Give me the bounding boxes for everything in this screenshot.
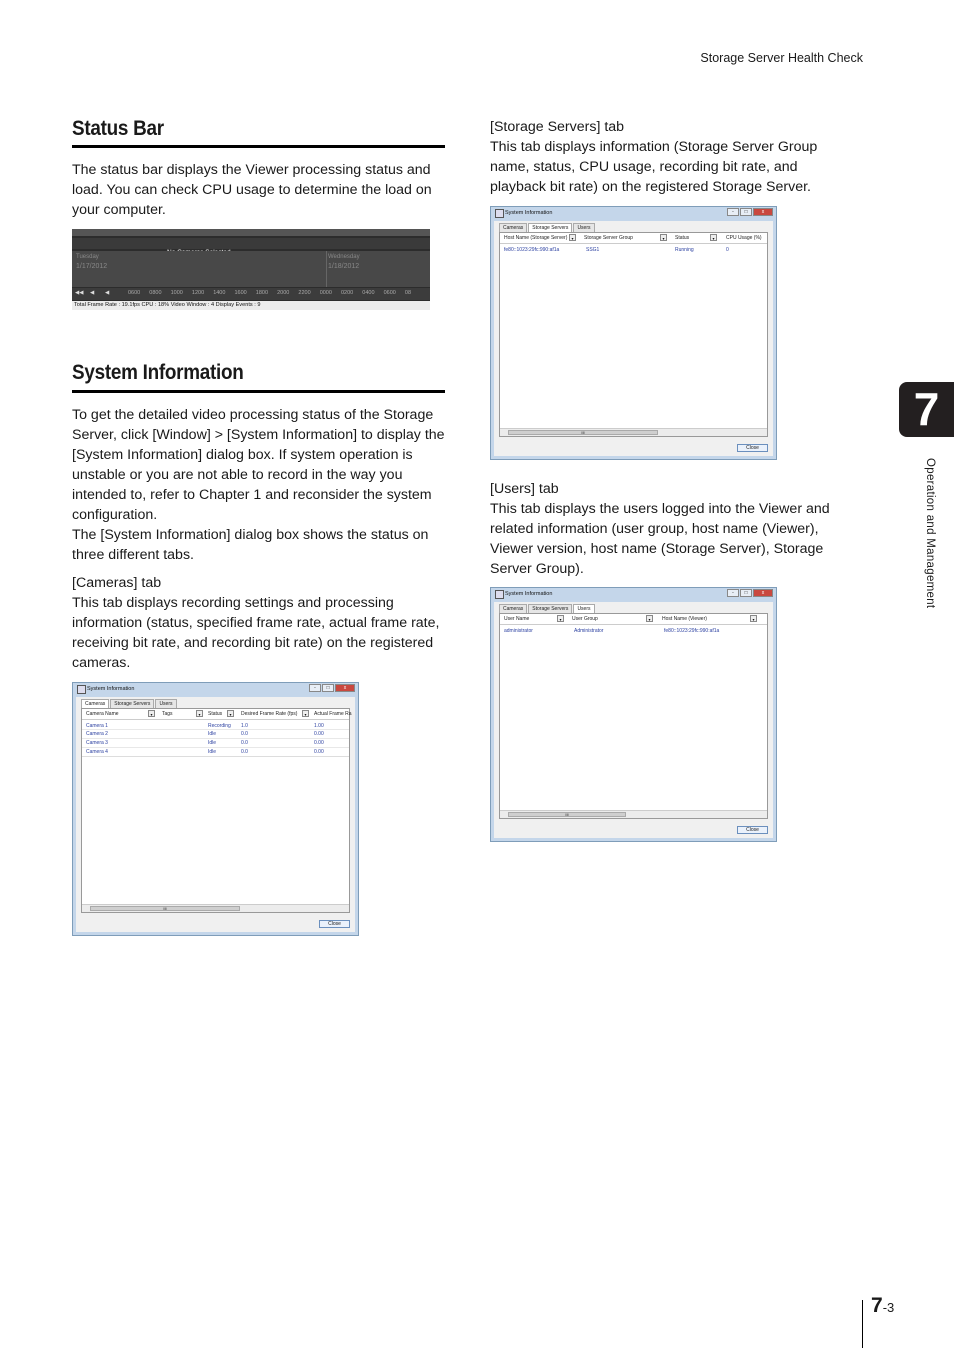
storage-servers-tab-text (490, 117, 850, 197)
dropdown-icon[interactable]: ▾ (750, 615, 757, 622)
timeline-tick-label: 1200 (191, 290, 205, 296)
timeline-tick-label: 1600 (234, 290, 247, 296)
horizontal-scrollbar[interactable]: III (500, 428, 767, 436)
column-header: CPU Usage (%) (726, 235, 762, 241)
dropdown-icon[interactable]: ▾ (196, 710, 203, 717)
storage-servers-dialog-screenshot (490, 206, 777, 460)
column-header: Actual Frame Ra (314, 711, 352, 717)
tab-users[interactable]: Users (573, 223, 594, 233)
close-icon[interactable]: x (753, 208, 773, 216)
day-label: Wednesday (328, 254, 360, 260)
tab-users[interactable]: Users (573, 604, 594, 614)
status-bar-body: The status bar displays the Viewer processing status and load. You can check CPU usage to determine the load on your computer. (72, 162, 432, 218)
heading-rule (72, 145, 445, 148)
storage-servers-tab-heading: [Storage Servers] tab (490, 119, 625, 135)
tab-users[interactable]: Users (155, 699, 176, 709)
cameras-tab-body: This tab displays recording settings and processing information (status, specified frame rate, actual frame rate, receiving bit rate, and recording bit rate) on the registered cameras. (72, 595, 440, 671)
users-tab-body: This tab displays the users logged into the Viewer and related information (user group, host name (Viewer), Viewer version, host name (Storage Server), Storage Server Group). (490, 501, 830, 577)
page-number: 7-3 (871, 1294, 895, 1317)
close-icon[interactable]: x (753, 589, 773, 597)
status-bar-screenshot (72, 229, 430, 310)
timeline-tick-label: 0600 (383, 290, 396, 296)
running-header: Storage Server Health Check (700, 51, 863, 65)
close-button[interactable]: Close (737, 826, 768, 834)
date-label: 1/17/2012 (76, 263, 108, 270)
close-icon[interactable]: x (335, 684, 355, 692)
column-header: Desired Frame Rate (fps) (241, 711, 298, 717)
date-label: 1/18/2012 (328, 263, 360, 270)
dropdown-icon[interactable]: ▾ (569, 234, 576, 241)
timeline-tick-label: 2000 (277, 290, 290, 296)
close-button[interactable]: Close (319, 920, 350, 928)
column-header: Camera Name (86, 711, 119, 717)
dialog-title: System Information (505, 591, 553, 597)
timeline-tick-label: 0400 (362, 290, 375, 296)
users-tab-text (490, 479, 850, 579)
system-information-body: To get the detailed video processing status of the Storage Server, click [Window] > [System Information] to display the [System Information] dialog box. If system operation is unstable or you are not able to record in the way you intended to, refer to Chapter 1 and reconsider the system configuration. The [System Information] dialog box shows the status on three different tabs. (72, 407, 445, 563)
dialog-title: System Information (505, 210, 553, 216)
app-icon (495, 209, 504, 218)
dropdown-icon[interactable]: ▾ (302, 710, 309, 717)
chapter-side-label: Operation and Management (924, 458, 936, 609)
dropdown-icon[interactable]: ▾ (646, 615, 653, 622)
column-header: User Name (504, 616, 530, 622)
play-back-icon[interactable]: ◀ (105, 290, 110, 296)
column-header: Tags (162, 711, 173, 717)
dialog-title: System Information (87, 686, 135, 692)
timeline-tick-label: 1000 (170, 290, 183, 296)
tab-storage-servers[interactable]: Storage Servers (528, 604, 572, 614)
cameras-table: Camera Name ▾ Tags ▾ Status ▾ Desired Frame Rate (fps) ▾ Actual Frame Ra Camera 1 Recording 1.0 1.00 Camera 2 Idle 0.0 0.00 Camera 3 Idle 0.0 0.00 Camera 4 Idle 0.0 0.00 III (81, 708, 350, 913)
storage-servers-table: Host Name (Storage Server) ▾ Storage Server Group ▾ Status ▾ CPU Usage (%) fe80::1023:29fc:990:af1a SSG1 Running 0 III (499, 232, 768, 437)
minimize-icon[interactable]: - (727, 208, 739, 216)
tab-storage-servers[interactable]: Storage Servers (110, 699, 154, 709)
status-bar-heading: Status Bar (72, 117, 164, 140)
users-table: User Name ▾ User Group ▾ Host Name (Viewer) ▾ administrator Administrator fe80::1023:29fc:990:af1a III (499, 613, 768, 819)
timeline-tick-label: 2200 (298, 290, 311, 296)
close-button[interactable]: Close (737, 444, 768, 452)
minimize-icon[interactable]: - (309, 684, 321, 692)
users-tab-heading: [Users] tab (490, 481, 559, 497)
timeline-tick-label: 0600 (128, 290, 141, 296)
column-header: Storage Server Group (584, 235, 633, 241)
timeline-tick-label: 0200 (341, 290, 354, 296)
chapter-tab: 7 (899, 382, 954, 437)
horizontal-scrollbar[interactable]: III (500, 810, 767, 818)
cameras-dialog-screenshot (72, 682, 359, 936)
heading-rule (72, 390, 445, 393)
minimize-icon[interactable]: - (727, 589, 739, 597)
cameras-tab-heading: [Cameras] tab (72, 575, 162, 591)
timeline-ticks (72, 288, 430, 300)
dropdown-icon[interactable]: ▾ (148, 710, 155, 717)
users-dialog-screenshot (490, 587, 777, 842)
timeline-tick-label: 1800 (255, 290, 269, 296)
app-icon (495, 590, 504, 599)
tab-storage-servers[interactable]: Storage Servers (528, 223, 572, 233)
dropdown-icon[interactable]: ▾ (227, 710, 234, 717)
timeline-tick-label: 0000 (319, 290, 332, 296)
timeline-tick-label: 1400 (213, 290, 226, 296)
timeline-tick-label: 0800 (149, 290, 162, 296)
dropdown-icon[interactable]: ▾ (660, 234, 667, 241)
system-information-heading: System Information (72, 361, 244, 384)
day-label: Tuesday (76, 254, 99, 260)
status-text: Total Frame Rate : 19.1fps CPU : 18% Video Window : 4 Display Events : 9 (72, 301, 430, 310)
step-back-icon[interactable]: ◀ (90, 290, 95, 296)
dropdown-icon[interactable]: ▾ (557, 615, 564, 622)
tab-cameras[interactable]: Cameras (499, 604, 527, 614)
column-header: User Group (572, 616, 598, 622)
dropdown-icon[interactable]: ▾ (710, 234, 717, 241)
maximize-icon[interactable]: □ (322, 684, 334, 692)
timeline-tick-label: 08 (404, 290, 412, 296)
rewind-icon[interactable]: ◀◀ (75, 290, 84, 296)
maximize-icon[interactable]: □ (740, 208, 752, 216)
tab-cameras[interactable]: Cameras (499, 223, 527, 233)
column-header: Status (208, 711, 223, 717)
app-icon (77, 685, 86, 694)
tab-cameras[interactable]: Cameras (81, 699, 109, 709)
column-header: Host Name (Viewer) (662, 616, 707, 622)
column-header: Status (675, 235, 690, 241)
page-number-rule (862, 1300, 863, 1348)
storage-servers-tab-body: This tab displays information (Storage Server Group name, status, CPU usage, recording bit rate, and playback bit rate) on the registered Storage Server. (490, 139, 818, 195)
cameras-tab-text (72, 573, 445, 673)
horizontal-scrollbar[interactable]: III (82, 904, 349, 912)
column-header: Host Name (Storage Server) (504, 235, 568, 241)
maximize-icon[interactable]: □ (740, 589, 752, 597)
